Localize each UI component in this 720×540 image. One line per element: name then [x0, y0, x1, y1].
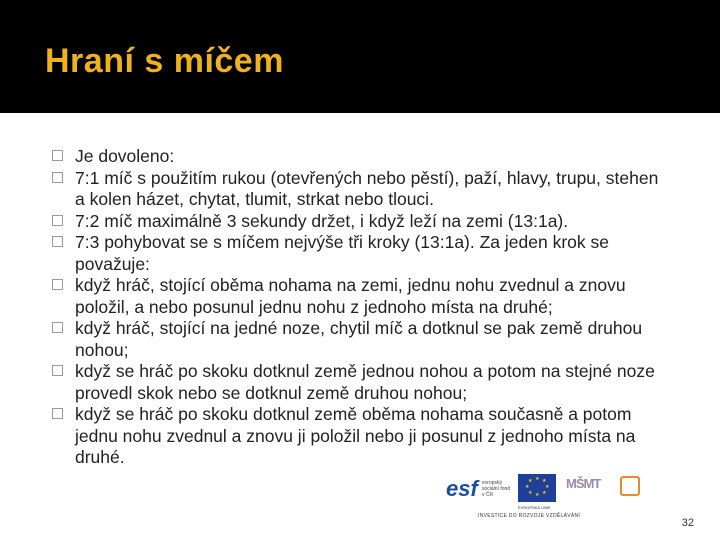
list-item-text: když se hráč po skoku dotknul země oběma nohama současně a potom jednu nohu zvednul a znovu ji položil nebo ji posunul z jednoho místa na druhé.: [75, 404, 636, 467]
list-item-text: když hráč, stojící na jedné noze, chytil míč a dotknul se pak země druhou nohou;: [75, 318, 643, 360]
page-number: 32: [681, 517, 694, 529]
list-item-text: 7:3 pohybovat se s míčem nejvýše tři kroky (13:1a). Za jeden krok se považuje:: [75, 232, 609, 274]
bullet-icon: [52, 236, 63, 247]
bullet-icon: [52, 279, 63, 290]
list-item-text: 7:2 míč maximálně 3 sekundy držet, i když leží na zemi (13:1a).: [75, 210, 569, 231]
list-item: [52, 168, 672, 211]
list-item-text: 7:1 míč s použitím rukou (otevřených nebo pěstí), paží, hlavy, trupu, stehen a kolen házet, chytat, tlumit, strkat nebo tlouci.: [75, 167, 659, 209]
list-item-text: Je dovoleno:: [75, 146, 175, 166]
list-item: [52, 211, 672, 233]
list-item: [52, 146, 672, 168]
funding-logos: [446, 474, 658, 518]
list-item: [52, 275, 672, 318]
bullet-icon: [52, 408, 63, 419]
msmt-logo: MŠMT: [566, 476, 601, 491]
list-item-text: když se hráč po skoku dotknul země jednou nohou a potom na stejné noze provedl skok nebo se dotknul země druhou nohou;: [75, 361, 655, 403]
bullet-icon: [52, 150, 63, 161]
logo-caption: INVESTICE DO ROZVOJE VZDĚLÁVÁNÍ: [478, 513, 581, 519]
rule-list: [52, 146, 672, 469]
slide-title: Hraní s míčem: [45, 42, 284, 80]
esf-logo: esf evropský sociální fond v ČR: [446, 476, 511, 501]
list-item: [52, 318, 672, 361]
list-item-text: když hráč, stojící oběma nohama na zemi, jednu nohu zvednul a znovu položil, a nebo posunul jednu nohu z jednoho místa na druhé;: [75, 275, 626, 317]
slide-header: [0, 0, 720, 113]
bullet-icon: [52, 322, 63, 333]
op-logo: [612, 474, 650, 508]
bullet-icon: [52, 172, 63, 183]
list-item: [52, 361, 672, 404]
list-item: [52, 404, 672, 469]
eu-flag-logo: ★ ★ ★ ★ ★ ★ ★ ★ EVROPSKÁ UNIE: [518, 474, 556, 502]
bullet-icon: [52, 365, 63, 376]
bullet-icon: [52, 215, 63, 226]
list-item: [52, 232, 672, 275]
